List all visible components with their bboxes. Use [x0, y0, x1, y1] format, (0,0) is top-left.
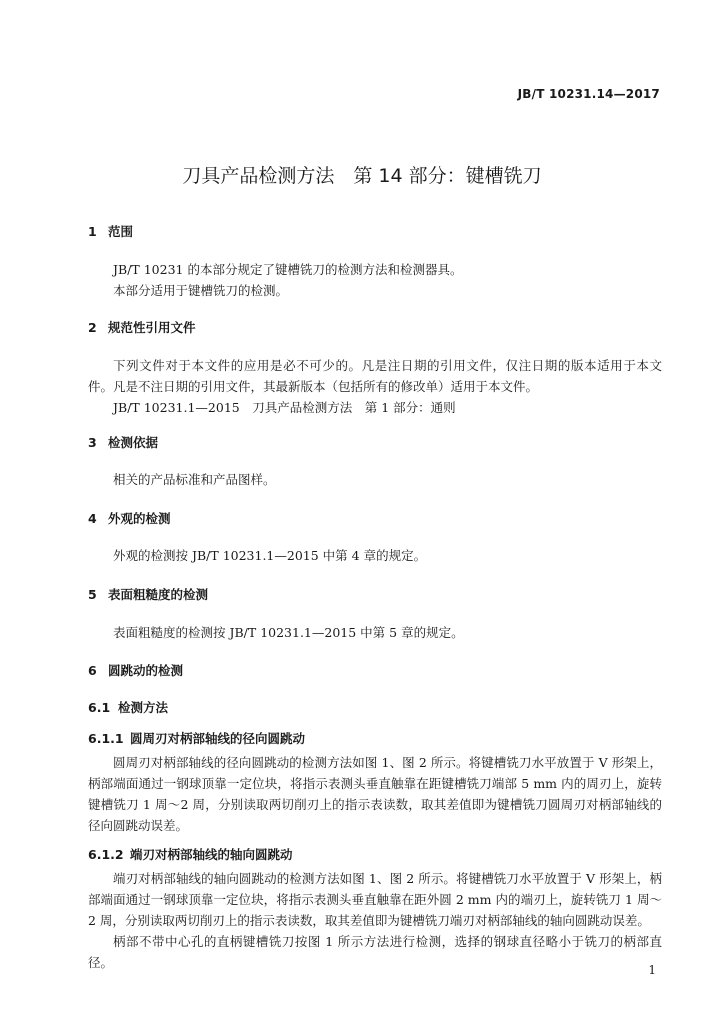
section-title: 表面粗糙度的检测 — [108, 587, 209, 602]
section-number: 6.1.1 — [88, 731, 124, 746]
section-title: 圆周刃对柄部轴线的径向圆跳动 — [130, 731, 306, 746]
section-5-body — [88, 622, 662, 643]
section-title: 范围 — [108, 224, 134, 239]
section-6-1-2-body — [88, 868, 662, 973]
section-6-1-heading — [88, 698, 168, 716]
section-number: 6.1.2 — [88, 847, 124, 862]
section-number: 2 — [88, 320, 97, 335]
section-number: 6 — [88, 663, 97, 678]
paragraph: 圆周刃对柄部轴线的径向圆跳动的检测方法如图 1、图 2 所示。将键槽铣刀水平放置于 V 形架上，柄部端面通过一钢球顶靠一定位块，将指示表测头垂直触靠在距键槽铣刀端部 5 mm 内的周刃上，旋转键槽铣刀 1 周～2 周，分别读取两切削刃上的指示表读数，取其差值即为键槽铣刀圆周刃对柄部轴线的径向圆跳动误差。 — [88, 755, 662, 833]
section-number: 6.1 — [88, 700, 111, 715]
section-number: 4 — [88, 511, 97, 526]
section-6-1-2-heading — [88, 845, 293, 863]
document-title: 刀具产品检测方法 第 14 部分：键槽铣刀 — [182, 165, 542, 187]
paragraph: 柄部不带中心孔的直柄键槽铣刀按图 1 所示方法进行检测，选择的钢球直径略小于铣刀的柄部直径。 — [88, 934, 662, 970]
section-2-heading — [88, 318, 196, 336]
section-4-body — [88, 545, 662, 566]
section-title: 端刃对柄部轴线的轴向圆跳动 — [130, 847, 293, 862]
section-number: 5 — [88, 587, 97, 602]
paragraph: 外观的检测按 JB/T 10231.1—2015 中第 4 章的规定。 — [113, 548, 427, 563]
section-title: 圆跳动的检测 — [108, 663, 184, 678]
page-number: 1 — [648, 963, 656, 977]
paragraph: 本部分适用于键槽铣刀的检测。 — [113, 283, 289, 298]
section-6-1-1-heading — [88, 729, 305, 747]
section-title: 检测方法 — [118, 700, 169, 715]
section-2-body — [88, 355, 662, 418]
section-6-heading — [88, 661, 183, 679]
section-3-heading — [88, 433, 158, 451]
section-5-heading — [88, 585, 208, 603]
section-title: 规范性引用文件 — [108, 320, 196, 335]
section-3-body — [88, 469, 662, 490]
paragraph: JB/T 10231 的本部分规定了键槽铣刀的检测方法和检测器具。 — [113, 262, 463, 277]
section-number: 1 — [88, 224, 97, 239]
paragraph: 相关的产品标准和产品图样。 — [113, 472, 276, 487]
section-4-heading — [88, 509, 171, 527]
paragraph: 下列文件对于本文件的应用是必不可少的。凡是注日期的引用文件，仅注日期的版本适用于本文件。凡是不注日期的引用文件，其最新版本（包括所有的修改单）适用于本文件。 — [88, 358, 662, 394]
section-title: 检测依据 — [108, 435, 159, 450]
section-number: 3 — [88, 435, 97, 450]
section-6-1-1-body — [88, 752, 662, 836]
section-1-body — [88, 259, 662, 301]
standard-code: JB/T 10231.14—2017 — [517, 87, 660, 101]
paragraph: JB/T 10231.1—2015 刀具产品检测方法 第 1 部分：通则 — [113, 400, 456, 415]
section-title: 外观的检测 — [108, 511, 171, 526]
section-1-heading — [88, 222, 133, 240]
paragraph: 表面粗糙度的检测按 JB/T 10231.1—2015 中第 5 章的规定。 — [113, 625, 464, 640]
paragraph: 端刃对柄部轴线的轴向圆跳动的检测方法如图 1、图 2 所示。将键槽铣刀水平放置于 V 形架上，柄部端面通过一钢球顶靠一定位块，将指示表测头垂直触靠在距外圆 2 mm 内的端刃上，旋转铣刀 1 周～2 周，分别读取两切削刃上的指示表读数，取其差值即为键槽铣刀端刃对柄部轴线的轴向圆跳动误差。 — [88, 871, 662, 928]
